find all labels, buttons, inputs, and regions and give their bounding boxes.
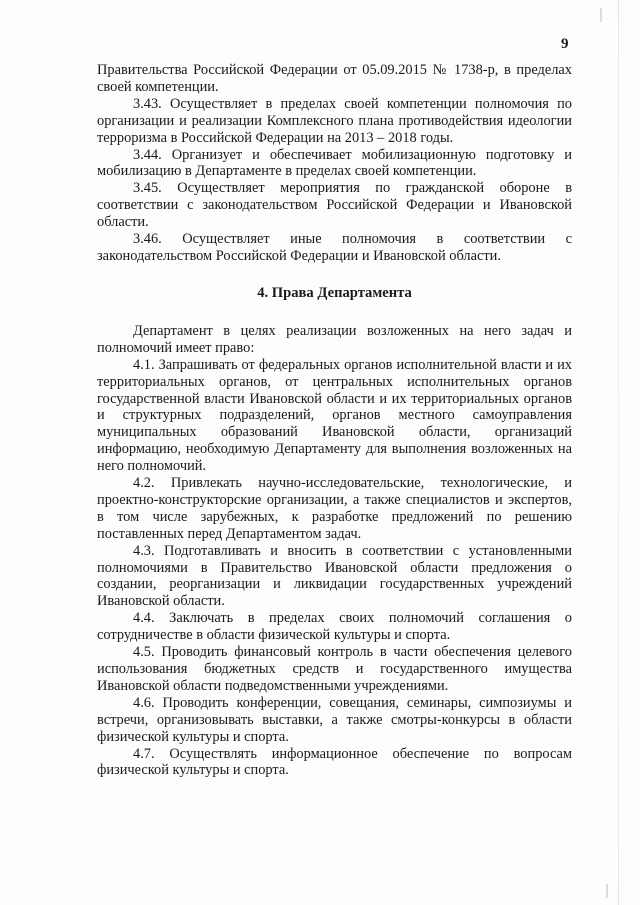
document-body [97, 62, 572, 779]
section-intro: Департамент в целях реализации возложенных на него задач и полномочий имеет право: [97, 322, 572, 356]
page-number: 9 [561, 36, 569, 52]
paragraph-continuation: Правительства Российской Федерации от 05.09.2015 № 1738-р, в пределах своей компетенции. [97, 62, 572, 95]
paragraph-4-5: 4.5. Проводить финансовый контроль в части обеспечения целевого использования бюджетных средств и государственного имущества Ивановской области подведомственными учреждениями. [97, 644, 572, 694]
paragraph-4-1: 4.1. Запрашивать от федеральных органов исполнительной власти и их территориальных органов, от центральных исполнительных органов государственной власти Ивановской области и их территориальных органов и структурных подразделений, органов местного самоуправления муниципальных образований Ивановской области, организаций информацию, необходимую Департаменту для выполнения возложенных на него полномочий. [97, 356, 572, 475]
paragraph-3-45: 3.45. Осуществляет мероприятия по гражданской обороне в соответствии с законодательством Российской Федерации и Ивановской области. [97, 180, 572, 231]
paragraph-4-3: 4.3. Подготавливать и вносить в соответствии с установленными полномочиями в Правительство Ивановской области предложения о создании, реорганизации и ликвидации государственных учреждений Ивановской области. [97, 542, 572, 610]
scan-mark-top [600, 8, 602, 22]
scan-mark-bottom [606, 884, 608, 898]
section-title: 4. Права Департамента [257, 284, 412, 301]
paragraph-4-7: 4.7. Осуществлять информационное обеспечение по вопросам физической культуры и спорта. [97, 745, 572, 779]
paragraph-4-2: 4.2. Привлекать научно-исследовательские, технологические, и проектно-конструкторские организации, а также специалистов и экспертов, в том числе зарубежных, к разработке предложений по решению поставленных перед Департаментом задач. [97, 475, 572, 542]
scan-edge-line [618, 0, 619, 905]
paragraph-3-43: 3.43. Осуществляет в пределах своей компетенции полномочия по организации и реализации Комплексного плана противодействия идеологии терроризма в Российской Федерации на 2013 – 2018 годы. [97, 95, 572, 146]
paragraph-3-46: 3.46. Осуществляет иные полномочия в соответствии с законодательством Российской Федерации и Ивановской области. [97, 231, 572, 264]
paragraph-4-4: 4.4. Заключать в пределах своих полномочий соглашения о сотрудничестве в области физической культуры и спорта. [97, 610, 572, 644]
paragraph-3-44: 3.44. Организует и обеспечивает мобилизационную подготовку и мобилизацию в Департаменте в пределах своей компетенции. [97, 146, 572, 180]
paragraph-4-6: 4.6. Проводить конференции, совещания, семинары, симпозиумы и встречи, организовывать выставки, а также смотры-конкурсы в области физической культуры и спорта. [97, 694, 572, 745]
